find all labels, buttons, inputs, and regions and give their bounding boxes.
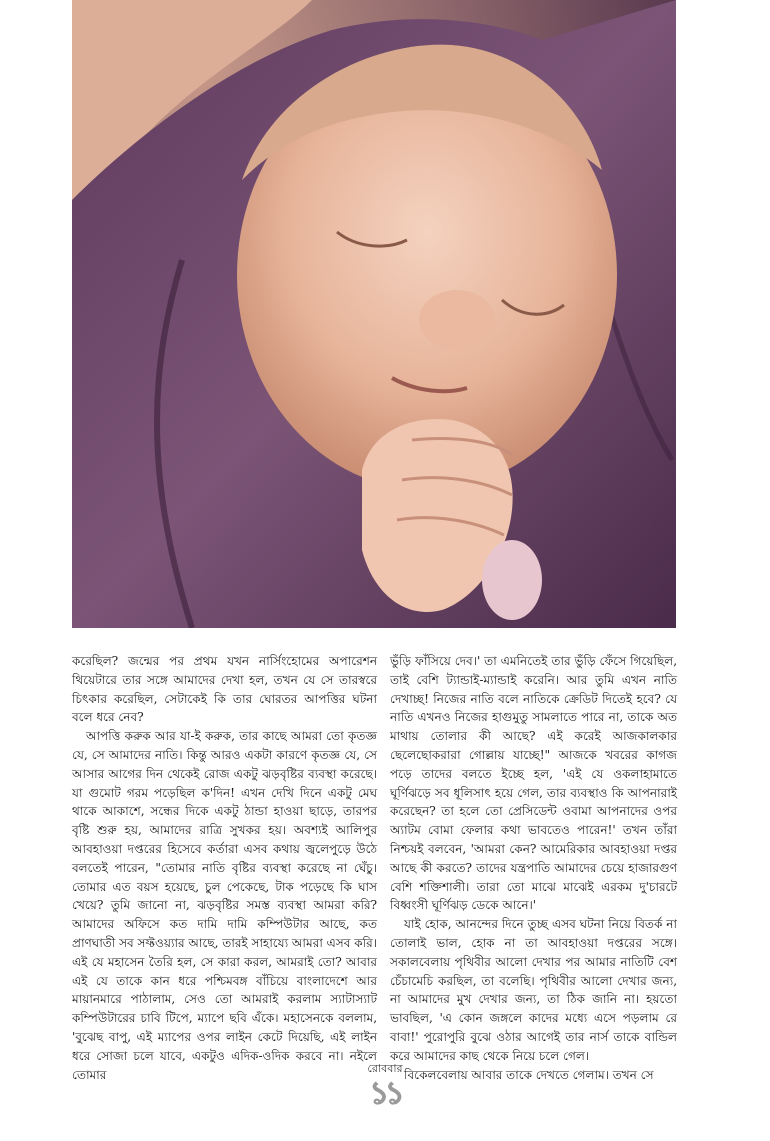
article-column-left xyxy=(72,652,377,1084)
baby-illustration xyxy=(72,0,676,628)
magazine-name: রোববার xyxy=(367,1062,403,1075)
paragraph: আপত্তি করুক আর যা-ই করুক, তার কাছে আমরা তো কৃতজ্ঞ যে, সে আমাদের নাতি। কিন্তু আরও একটা কারণে কৃতজ্ঞ যে, সে আসার আগের দিন থেকেই রোজ একটু ঝড়বৃষ্টির ব্যবস্থা করেছে। যা গুমোট গরম পড়েছিল ক'দিন! এখন দেখি দিনে একটু মেঘ থাকে আকাশে, সন্ধের দিকে একটু ঠান্ডা হাওয়া ছাড়ে, তারপর বৃষ্টি শুরু হয়, আমাদের রাত্রি সুখকর হয়। অবশ্যই আলিপুর আবহাওয়া দপ্তরের হিসেবে কর্তারা এসব কথায় জ্বলেপুড়ে উঠে বলতেই পারেন, "তোমার নাতি বৃষ্টির ব্যবস্থা করেছে না ঘেঁচু। তোমার এত বয়স হয়েছে, চুল পেকেছে, টাক পড়েছে কি ঘাস খেয়ে? তুমি জানো না, ঝড়বৃষ্টির সমস্ত ব্যবস্থা আমরা করি? আমাদের অফিসে কত দামি দামি কম্পিউটার আছে, কত প্রাণঘাতী সব সফ্টওয়্যার আছে, তারই সাহায্যে আমরা এসব করি। এই যে মহাসেন তৈরি হল, সে কারা করল, আমরাই তো? আবার এই যে তাকে কান ধরে পশ্চিমবঙ্গ বাঁচিয়ে বাংলাদেশে আর মায়ানমারে পাঠালাম, সেও তো আমরাই করলাম স্যাটাস্যাট কম্পিউটারের চাবি টিপে, ম্যাপে ছবি এঁকে। মহাসেনকে বললাম, 'বুঝেছ বাপু, এই ম্যাপের ওপর লাইন কেটে দিয়েছি, এই লাইন ধরে সোজা চলে যাবে, একটুও এদিক-ওদিক করবে না। নইলে তোমার xyxy=(72,729,377,1082)
paragraph: যাই হোক, আনন্দের দিনে তুচ্ছ এসব ঘটনা নিয়ে বিতর্ক না তোলাই ভাল, হোক না তা আবহাওয়া দপ্তরের সঙ্গে। সকালবেলায় পৃথিবীর আলো দেখার পর আমার নাতিটি বেশ চেঁচামেচি করছিল, তা বলেছি। পৃথিবীর আলো দেখার জন্য, না আমাদের মুখ দেখার জন্য, তা ঠিক জানি না। হয়তো ভাবছিল, 'এ কোন জঙ্গলে কাদের মধ্যে এসে পড়লাম রে বাবা!' পুরোপুরি বুঝে ওঠার আগেই তার নার্স তাকে বান্ডিল করে আমাদের কাছ থেকে নিয়ে চলে গেল। xyxy=(390,917,677,1063)
baby-photo xyxy=(72,0,676,628)
paragraph: ভুঁড়ি ফাঁসিয়ে দেব।' তা এমনিতেই তার ভুঁড়ি ফেঁসে গিয়েছিল, তাই বেশি ট্যান্ডাই-ম্যান্ডাই করেনি। আর তুমি এখন নাতি দেখাচ্ছ! নিজের নাতি বলে নাতিকে ক্রেডিট দিতেই হবে? যে নাতি এখনও নিজের হাগুমুতু সামলাতে পারে না, তাকে অত মাথায় তোলার কী আছে? এই করেই আজকালকার ছেলেছোকরারা গোল্লায় যাচ্ছে!" আজকে খবরের কাগজ পড়ে তাদের বলতে ইচ্ছে হল, 'এই যে ওকলাহামাতে ঘূর্ণিঝড়ে সব ধূলিসাৎ হয়ে গেল, তার ব্যবস্থাও কি আপনারাই করেছেন? তা হলে তো প্রেসিডেন্ট ওবামা আপনাদের ওপর অ্যাটম বোমা ফেলার কথা ভাবতেও পারেন!' তখন তাঁরা নিশ্চয়ই বলবেন, 'আমরা কেন? আমেরিকার আবহাওয়া দপ্তর আছে কী করতে? তাদের যন্ত্রপাতি আমাদের চেয়ে হাজারগুণ বেশি শক্তিশালী। তারা তো মাঝে মাঝেই এরকম দু'চারটে বিধ্বংসী ঘূর্ণিঝড় ডেকে আনে।' xyxy=(390,654,677,913)
paragraph: করেছিল? জন্মের পর প্রথম যখন নার্সিংহোমের অপারেশন থিয়েটারে তার সঙ্গে আমাদের দেখা হল, তখন যে সে তারস্বরে চিৎকার করেছিল, সেটাকেই কি তার ঘোরতর আপত্তির ঘটনা বলে ধরে নেব? xyxy=(72,654,377,725)
page-footer xyxy=(0,1060,770,1109)
page-number: ১১ xyxy=(369,1076,401,1111)
paragraph: বিকেলবেলায় আবার তাকে দেখতে গেলাম। তখন সে xyxy=(404,1067,654,1082)
article-column-right xyxy=(390,652,677,1084)
